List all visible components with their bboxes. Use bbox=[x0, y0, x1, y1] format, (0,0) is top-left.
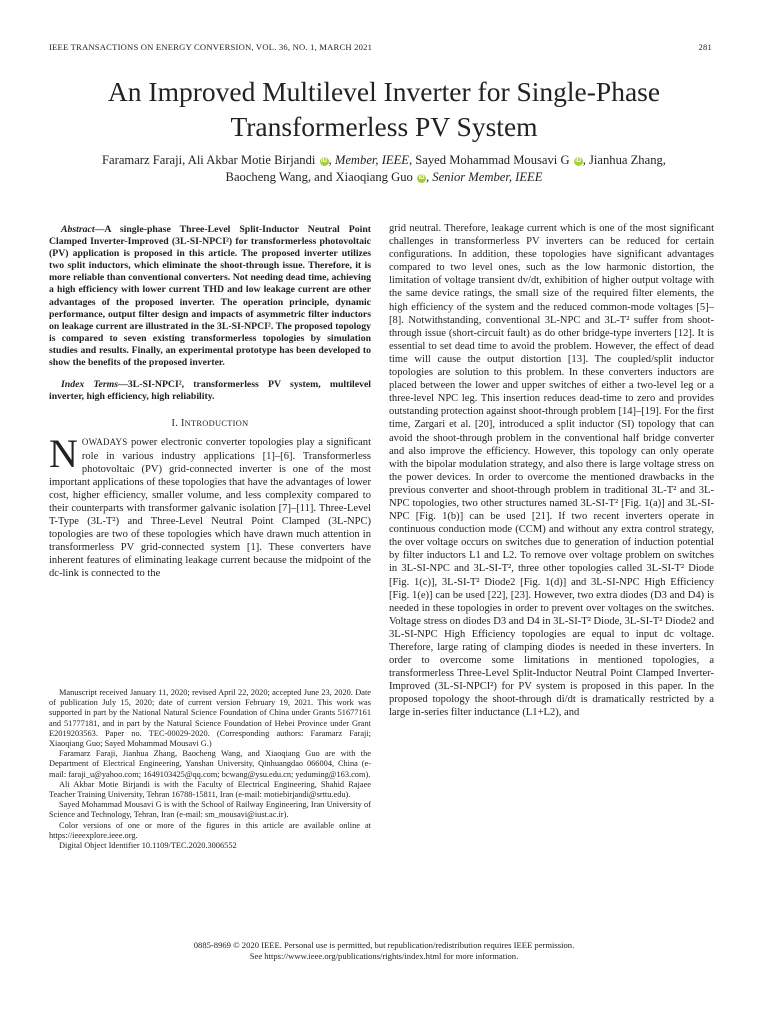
section-heading bbox=[49, 417, 371, 430]
footnote-manuscript: Manuscript received January 11, 2020; revised April 22, 2020; accepted June 23, 2020. Date of publication July 15, 2020; date of current version February 19, 2021. This work was supported in part by the National Natural Science Foundation of China under Grants 51677161 and 51777181, and in part by the Natural Science Foundation of Hebei Province under Grant E2019203563. Paper no. TEC-00029-2020. (Corresponding authors: Faramarz Faraji; Xiaoqiang Guo; Sayed Mohammad Mousavi G.) bbox=[49, 688, 371, 749]
orcid-icon[interactable]: iD bbox=[418, 175, 425, 181]
right-column-text: grid neutral. Therefore, leakage current which is one of the most significant challenges in transformerless PV inverters can be reduced for certain configurations. In addition, these topologies have significant advantages compared to two level ones, such as the low harmonic distortion, the limitation of voltage transient dv/dt, exhibition of higher output voltage with the same device ratings, the small size of the required filter elements, the high efficiency of the system and the reduced common-mode voltages [5]–[8]. Notwithstanding, conventional 3L-NPC and 3L-T² suffer from shoot-through issue (short-circuit fault) as do other bridge-type inverters [12]. It is essential to set dead time to avoid the problem. However, the effect of dead time will cause the output distortion [13]. The coupled/split inductor topologies are solution to this problem. In these converters inductors are placed between the lower and upper switches of either a two-level leg or a three-level NPC leg. This insertion reduces dead-time to zero and provides outstanding protection against shoot-through problem [14]–[19]. For the first time, Zargari et al. [20], introduced a split inductor (SI) topology that can avoid the shoot-through problem in the conventional half bridge converter and also improve the efficiency. However, this topology can only operate with the bipolar modulation strategy, and also there is large voltage stress on the power devices. In order to overcome the mentioned drawbacks in the previous converter and shoot-through problem in traditional 3L-T² and 3L-NPC topologies, two other structures named 3L-SI-T² [Fig. 1(a)] and 3L-SI-NPC [Fig. 1(b)] can be used [21]. If two recent inverters operate in continuous conduction mode (CCM) and without any extra control strategy, the over voltage occurs on switches due to generation of induction potential by filter inductors L1 and L2. To remove over voltage problem on switches in 3L-SI-NPC and 3L-SI-T², three other topologies called 3L-SI-T² Diode [Fig. 1(c)], 3L-SI-T² Diode2 [Fig. 1(d)] and 3L-SI-NPC High Efficiency [Fig. 1(e)] can be used [22], [23]. However, two extra diodes (D3 and D4) is needed in these topologies in order to prevent over voltages on the switches. Voltage stress on diodes D3 and D4 in 3L-SI-T² Diode, 3L-SI-T² Diode2 and 3L-SI-NPC High Efficiency topologies are equal to input dc voltage. Therefore, large rating of clamping diodes is needed in these inverters. In order to overcome some limitations in mentioned topologies, a transformerless Three-Level Split-Inductor Neutral Point Clamped Inverter-Improved (3L-SI-NPCI²) for PV system is proposed in this paper. In the proposed topology the shoot-through di/dt is dramatically restricted by a large in-series filter inductance (L1+L2), and bbox=[389, 223, 714, 719]
author-names-4: Baocheng Wang, and Xiaoqiang Guo bbox=[225, 170, 413, 184]
index-terms-text: —3L-SI-NPCI², transformerless PV system, multilevel inverter, high efficiency, high reliability. bbox=[49, 379, 371, 403]
footnotes bbox=[49, 688, 371, 851]
author-line-1: Faramarz Faraji, Ali Akbar Motie Birjandi iD , Member, IEEE, Sayed Mohammad Mousavi G iD , Jianhua Zhang, bbox=[102, 153, 666, 167]
orcid-icon[interactable]: iD bbox=[575, 158, 582, 164]
footnote-affiliation-1: Faramarz Faraji, Jianhua Zhang, Baocheng Wang, and Xiaoqiang Guo are with the Department of Electrical Engineering, Yanshan University, Qinhuangdao 066004, China (e-mail: faraji_u@yahoo.com; 1649103425@qq.com; bcwang@ysu.edu.cn; yeduming@163.com). bbox=[49, 749, 371, 779]
orcid-icon[interactable]: iD bbox=[321, 158, 328, 164]
footnote-affiliation-3: Sayed Mohammad Mousavi G is with the School of Railway Engineering, Iran University of Science and Technology, Tehran, Iran (e-mail: sm_mousavi@iust.ac.ir). bbox=[49, 800, 371, 820]
copyright-notice bbox=[49, 940, 719, 962]
abstract-label: Abstract bbox=[61, 224, 95, 235]
drop-cap: N bbox=[49, 431, 78, 477]
copyright-line-1: 0885-8969 © 2020 IEEE. Personal use is permitted, but republication/redistribution requires IEEE permission. bbox=[193, 940, 575, 950]
page-number: 281 bbox=[698, 42, 712, 52]
section-title-first: I bbox=[180, 418, 185, 430]
member-grade: Member, IEEE, bbox=[334, 153, 413, 167]
footnote-doi: Digital Object Identifier 10.1109/TEC.2020.3006552 bbox=[59, 841, 237, 851]
right-column bbox=[389, 222, 714, 720]
abstract-text: —A single-phase Three-Level Split-Inductor Neutral Point Clamped Inverter-Improved (3L-SI-NPCI²) for transformerless photovoltaic (PV) application is proposed in this article. The proposed inverter utilizes two split inductors, which eliminate the shoot-through issue. Therefore, it is more reliable than conventional converters. Not needing dead time, achieving a high efficiency with lower current THD and low leakage current are other advantages of the proposed inverter. The operation principle, dynamic performance, output filter design and impacts of asymmetric filter inductors on leakage current are illustrated in the 3L-SI-NPCI². The proposed topology is compared to seven existing transformerless topologies by simulation studies and results. Finally, an experimental prototype has been developed to show the benefits of the proposed inverter. bbox=[49, 224, 371, 369]
title-line-1: An Improved Multilevel Inverter for Single-Phase bbox=[107, 76, 661, 107]
intro-text: power electronic converter topologies play a significant role in various industry applications [1]–[6]. Transformerless photovoltaic (PV) grid-connected inverter is one of the most important applications of these topologies that have the advantages of lower cost, higher efficiency, smaller volume, and less complexity compared to their counterparts with transformer galvanic isolation [7]–[11]. Three-Level T-Type (3L-T²) and Three-Level Neutral Point Clamped (3L-NPC) topologies are two of these topologies which have drawn much attention in transformerless PV grid-connected system [1]. These converters have inherent features of eliminating leakage current because the midpoint of the dc-link is connected to the bbox=[49, 437, 371, 580]
journal-name: IEEE TRANSACTIONS ON ENERGY CONVERSION, VOL. 36, NO. 1, MARCH 2021 bbox=[49, 42, 373, 52]
running-header bbox=[49, 42, 712, 56]
intro-paragraph bbox=[49, 431, 371, 580]
intro-first-word: OWADAYS bbox=[81, 437, 128, 448]
author-names-3: , Jianhua Zhang, bbox=[582, 153, 666, 167]
abstract bbox=[49, 224, 371, 369]
footnote-color-versions: Color versions of one or more of the figures in this article are available online at https://ieeexplore.ieee.org. bbox=[49, 820, 371, 840]
footnote-affiliation-2: Ali Akbar Motie Birjandi is with the Faculty of Electrical Engineering, Shahid Rajaee Teacher Training University, Tehran 16788-15811, Iran (e-mail: motiebirjandi@srttu.edu). bbox=[49, 779, 371, 800]
paper-title bbox=[40, 74, 728, 144]
title-line-2: Transformerless PV System bbox=[230, 111, 538, 142]
section-title-rest: NTRODUCTION bbox=[184, 419, 249, 429]
author-line-2: Baocheng Wang, and Xiaoqiang Guo iD , Senior Member, IEEE bbox=[225, 170, 543, 184]
index-terms bbox=[49, 379, 371, 403]
senior-member-grade: Senior Member, IEEE bbox=[432, 170, 543, 184]
author-names-1: Faramarz Faraji, Ali Akbar Motie Birjandi bbox=[102, 153, 316, 167]
copyright-line-2: See https://www.ieee.org/publications/rights/index.html for more information. bbox=[249, 951, 519, 961]
left-column bbox=[49, 224, 371, 580]
author-names-2: Sayed Mohammad Mousavi G bbox=[412, 153, 570, 167]
section-number: I. bbox=[171, 418, 181, 430]
index-terms-label: Index Terms bbox=[61, 379, 119, 391]
author-list bbox=[50, 152, 718, 186]
